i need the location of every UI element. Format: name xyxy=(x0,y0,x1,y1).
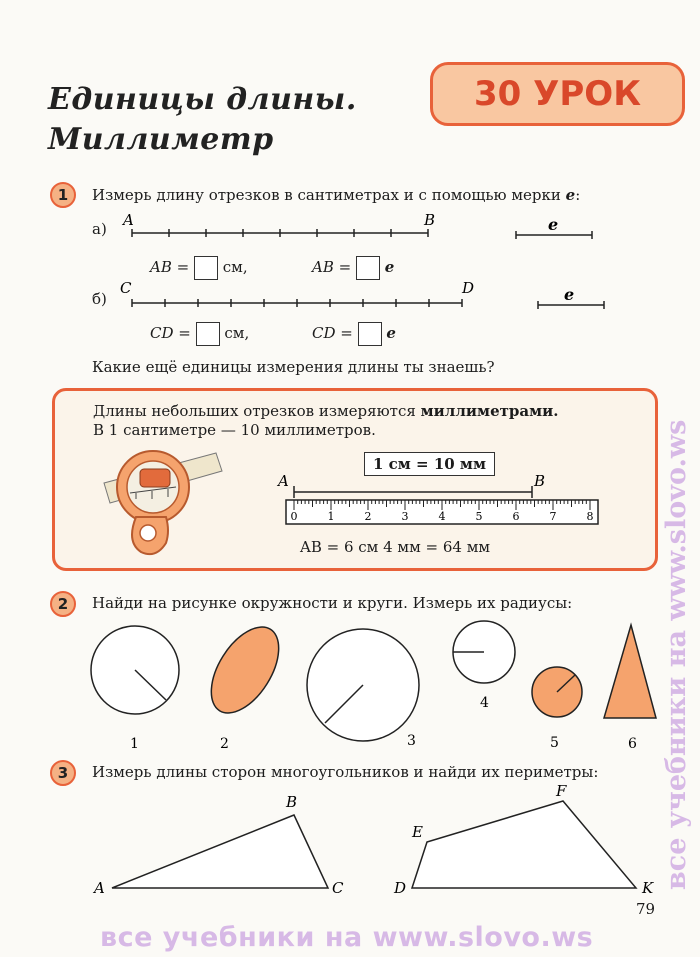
task-3-number: 3 xyxy=(50,760,76,786)
cd-eq-sign: = xyxy=(173,324,196,342)
vertex-a: A xyxy=(94,879,105,897)
ruler-num-5: 5 xyxy=(475,510,483,523)
equation-box: 1 см = 10 мм xyxy=(364,452,495,476)
point-c-label: C xyxy=(120,279,132,297)
shape-label-5: 5 xyxy=(550,735,559,751)
cd-lhs-2: CD xyxy=(312,324,336,342)
cd-e-equation xyxy=(312,322,396,346)
vertex-k: K xyxy=(642,879,654,897)
cd-cm-equation xyxy=(150,322,249,346)
info-line-1 xyxy=(93,402,559,420)
ruler-num-0: 0 xyxy=(290,510,298,523)
shape-label-3: 3 xyxy=(407,733,416,749)
segment-cd-figure xyxy=(110,277,610,322)
ab-eq-sign-2: = xyxy=(333,258,356,276)
magnifier-ruler-illustration xyxy=(96,447,226,559)
side-watermark-text: все учебники на www.slovo.ws xyxy=(661,419,692,890)
ruler-num-4: 4 xyxy=(438,510,446,523)
point-d-label: D xyxy=(462,279,475,297)
vertex-b: B xyxy=(286,793,298,811)
vertex-d: D xyxy=(394,879,407,897)
ab-unit-e: e xyxy=(384,258,395,276)
task-2-text: Найди на рисунке окружности и круги. Измерь их радиусы: xyxy=(92,594,573,612)
info-line-2: В 1 сантиметре — 10 миллиметров. xyxy=(93,421,376,439)
title-line-2: Миллиметр xyxy=(48,122,274,157)
vertex-f: F xyxy=(556,785,567,800)
ruler-num-2: 2 xyxy=(364,510,372,523)
task-1-question: Какие ещё единицы измерения длины ты знаешь? xyxy=(92,358,495,376)
task-1-number: 1 xyxy=(50,182,76,208)
bottom-watermark: все учебники на www.slovo.ws xyxy=(100,922,594,953)
polygons-figure xyxy=(90,785,670,900)
side-watermark xyxy=(655,120,695,900)
task-1b-label: б) xyxy=(92,290,107,308)
shape-label-2: 2 xyxy=(220,736,229,752)
task-1-text-main: Измерь длину отрезков в сантиметрах и с помощью мерки xyxy=(92,186,566,204)
ruler-point-b: B xyxy=(534,472,546,490)
ab-unit-cm: см, xyxy=(222,258,248,276)
vertex-e: E xyxy=(412,823,423,841)
ab-lhs: AB xyxy=(150,258,172,276)
measure-e-label-a: e xyxy=(548,215,559,234)
cd-unit-e: e xyxy=(386,324,396,342)
shape-label-4: 4 xyxy=(480,695,489,711)
ab-lhs-2: AB xyxy=(312,258,334,276)
lesson-badge: 30 УРОК xyxy=(430,62,685,126)
shapes-figure xyxy=(80,615,680,755)
info-result: AB = 6 см 4 мм = 64 мм xyxy=(300,538,491,556)
page-title xyxy=(48,80,357,160)
info-line-1-text: Длины небольших отрезков измеряются xyxy=(93,402,421,420)
segment-ab-figure xyxy=(110,205,610,250)
shape-2-ellipse xyxy=(198,616,293,725)
cd-eq-sign-2: = xyxy=(335,324,358,342)
cd-unit-cm: см, xyxy=(224,324,250,342)
shape-6-triangle xyxy=(604,625,656,718)
shape-label-1: 1 xyxy=(130,736,139,752)
point-b-label: B xyxy=(424,211,436,229)
ruler-figure xyxy=(270,470,610,532)
task-1-text xyxy=(92,186,580,204)
cd-cm-answer-box[interactable] xyxy=(196,322,220,346)
ab-eq-sign: = xyxy=(171,258,194,276)
eraser-icon xyxy=(140,469,170,487)
quadrilateral-defk xyxy=(412,801,636,888)
task-1a-label: а) xyxy=(92,220,107,238)
task-2-number: 2 xyxy=(50,591,76,617)
ruler-num-8: 8 xyxy=(586,510,594,523)
cd-lhs: CD xyxy=(150,324,174,342)
ruler-num-7: 7 xyxy=(549,510,557,523)
ruler-num-6: 6 xyxy=(512,510,520,523)
ruler-num-1: 1 xyxy=(327,510,335,523)
cd-e-answer-box[interactable] xyxy=(358,322,382,346)
ruler-num-3: 3 xyxy=(401,510,409,523)
info-line-1-bold: миллиметрами. xyxy=(420,402,559,420)
measure-e-label-b: e xyxy=(564,285,575,304)
task-1-measure-name: e xyxy=(565,186,576,204)
triangle-abc xyxy=(112,815,328,888)
ruler-point-a: A xyxy=(278,472,289,490)
task-1-colon: : xyxy=(575,186,581,204)
point-a-label: A xyxy=(123,211,134,229)
vertex-c: C xyxy=(332,879,344,897)
task-3-text: Измерь длины сторон многоугольников и найди их периметры: xyxy=(92,763,599,781)
title-line-1: Единицы длины. xyxy=(48,82,357,117)
shape-label-6: 6 xyxy=(628,736,637,752)
page-number: 79 xyxy=(636,900,656,918)
